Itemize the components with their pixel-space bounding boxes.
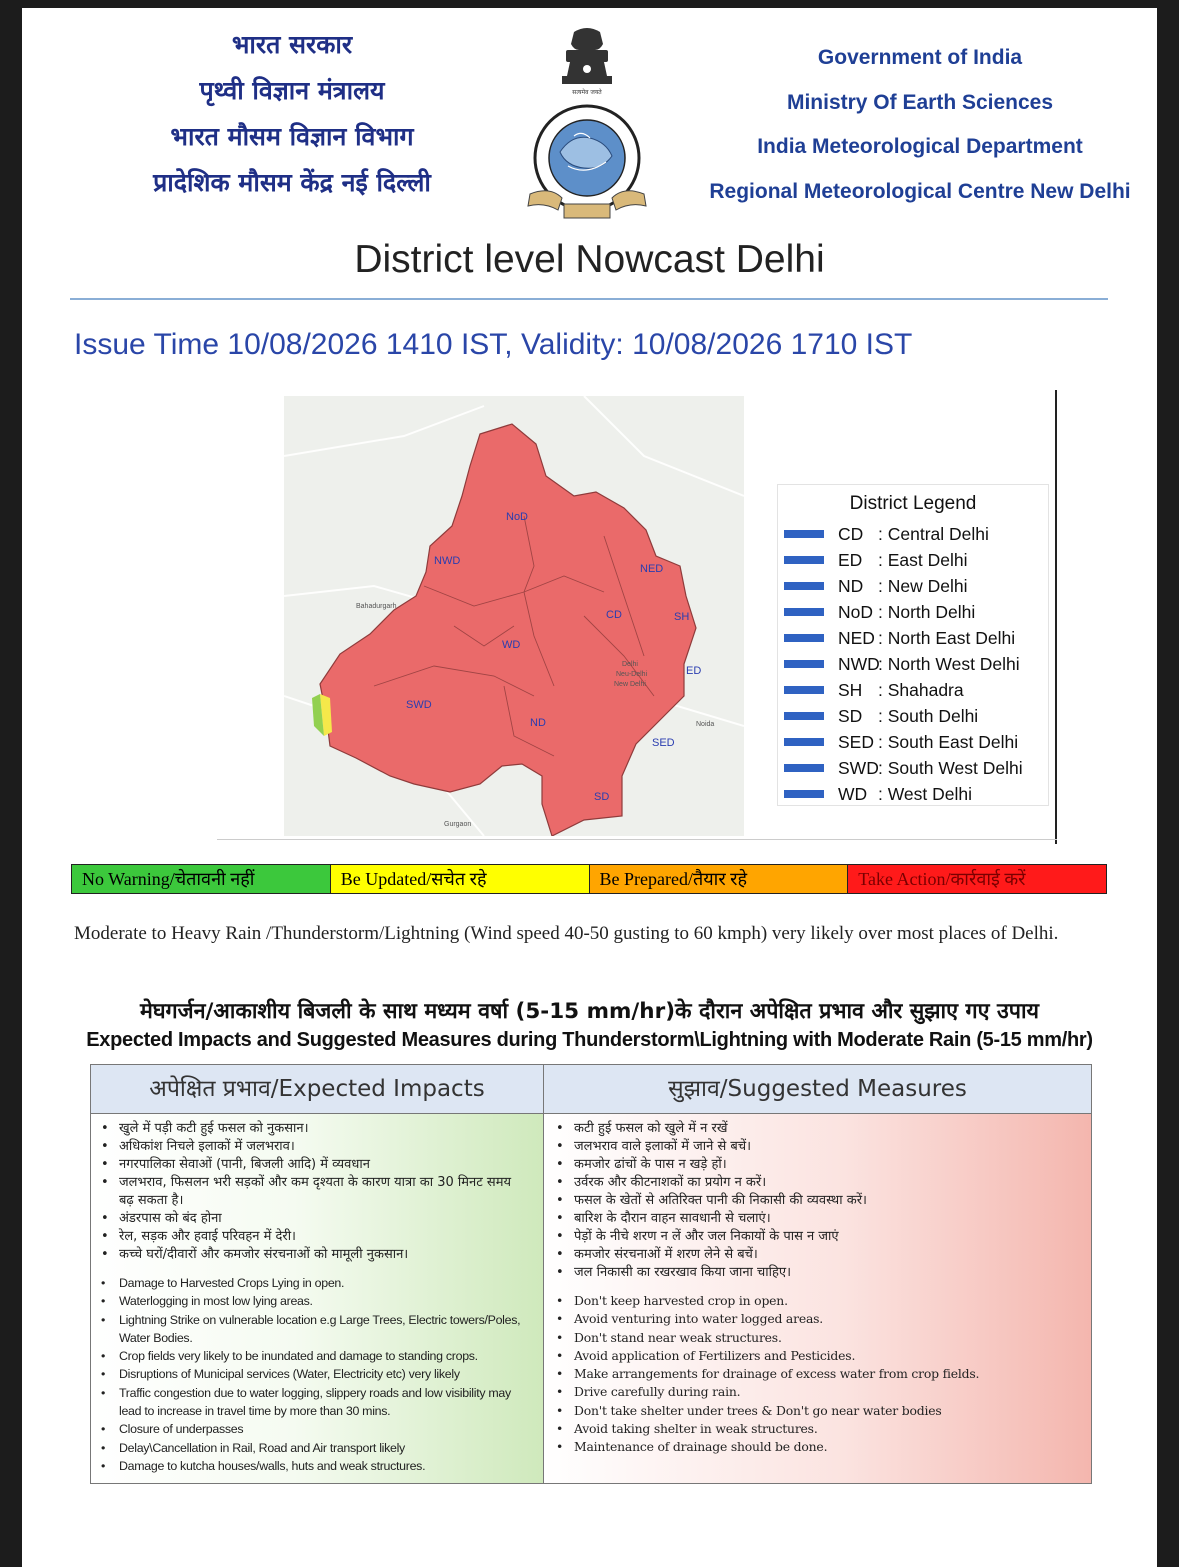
legend-name: : South Delhi [878,705,979,726]
forecast-description: Moderate to Heavy Rain /Thunderstorm/Lightning (Wind speed 40-50 gusting to 60 kmph) very likely over most places of Delhi. [74,923,1059,944]
map-bottom-line [217,839,1057,840]
list-item: • फसल के खेतों से अतिरिक्त पानी की निकासी की व्यवस्था करें। [552,1192,1072,1210]
list-item: • Crop fields very likely to be inundated and damage to standing crops. [97,1347,527,1365]
list-item: • उर्वरक और कीटनाशकों का प्रयोग न करें। [552,1174,1072,1192]
legend-swatch [784,660,824,668]
impacts-hindi-list [97,1120,527,1264]
legend-code: NED [838,627,875,648]
hindi-header-line: प्रादेशिक मौसम केंद्र नई दिल्ली [153,168,431,197]
ashoka-emblem-icon [562,28,612,84]
hindi-header-line: पृथ्वी विज्ञान मंत्रालय [199,76,385,105]
map-label-ned: NED [640,563,664,575]
suggested-measures-header: सुझाव/Suggested Measures [544,1065,1091,1114]
english-header-line: Regional Meteorological Centre New Delhi [709,179,1131,203]
legend-code: SWD [838,757,879,778]
list-item: • Damage to Harvested Crops Lying in open. [97,1274,527,1292]
legend-swatch [784,790,824,798]
title-divider [70,298,1108,300]
legend-item [784,573,967,599]
legend-item [784,781,972,807]
legend-swatch [784,556,824,564]
legend-name: : Central Delhi [878,523,989,544]
district-legend [777,484,1049,806]
list-item: • पेड़ों के नीचे शरण न लें और जल निकायों के पास न जाएं [552,1228,1072,1246]
list-item: • जल निकासी का रखरखाव किया जाना चाहिए। [552,1264,1072,1282]
legend-name: : West Delhi [878,783,973,804]
list-item: • बारिश के दौरान वाहन सावधानी से चलाएं। [552,1210,1072,1228]
legend-item [784,755,1023,781]
hindi-header-line: भारत मौसम विज्ञान विभाग [170,122,414,151]
impacts-heading-english: Expected Impacts and Suggested Measures during Thunderstorm\Lightning with Moderate Rain (5-15 mm/hr) [86,1029,1093,1051]
expected-impacts-column [91,1114,544,1483]
map-place-bahadurgarh: Bahadurgarh [356,603,397,610]
map-place-new-delhi: New Delhi [614,681,646,688]
legend-code: SED [838,731,874,752]
map-label-nd: ND [530,717,546,729]
suggested-measures-column [544,1114,1091,1483]
map-divider-line [1055,390,1057,844]
list-item: • Avoid venturing into water logged areas. [552,1310,1072,1328]
list-item: • Damage to kutcha houses/walls, huts and weak structures. [97,1457,527,1475]
list-item: • Closure of underpasses [97,1420,527,1438]
hindi-header [82,22,502,206]
legend-swatch [784,738,824,746]
legend-code: ND [838,575,864,596]
english-header [690,36,1150,214]
map-place-delhi: Delhi [622,661,638,668]
list-item: • Delay\Cancellation in Rail, Road and Air transport likely [97,1439,527,1457]
legend-swatch [784,582,824,590]
list-item: • Waterlogging in most low lying areas. [97,1292,527,1310]
list-item: • अंडरपास को बंद होना [97,1210,527,1228]
english-header-line: Government of India [817,46,1023,69]
map-label-wd: WD [502,639,521,651]
impacts-english-list [97,1274,527,1475]
warning-take-action: Take Action/कार्रवाई करें [848,865,1106,893]
legend-name: : East Delhi [878,549,968,570]
legend-name: : New Delhi [878,575,968,596]
legend-name: : Shahadra [878,679,964,700]
map-label-swd: SWD [406,699,432,711]
legend-swatch [784,608,824,616]
list-item: • Maintenance of drainage should be done. [552,1438,1072,1456]
svg-text:सत्यमेव जयते: सत्यमेव जयते [572,89,602,96]
warning-scale-bar [71,864,1107,894]
impacts-heading-hindi: मेघगर्जन/आकाशीय बिजली के साथ मध्यम वर्षा (5-15 mm/hr)के दौरान अपेक्षित प्रभाव और सुझाए गए उपाय [139,999,1040,1024]
legend-code: ED [838,549,863,570]
measures-english-list [552,1292,1072,1457]
list-item: • कटी हुई फसल को खुले में न रखें [552,1120,1072,1138]
legend-item [784,625,1015,651]
legend-swatch [784,764,824,772]
legend-item [784,651,1020,677]
map-label-nod: NoD [506,511,529,523]
legend-code: CD [838,523,864,544]
legend-name: : South West Delhi [878,757,1023,778]
list-item: • Don't keep harvested crop in open. [552,1292,1072,1310]
list-item: • जलभराव, फिसलन भरी सड़कों और कम दृश्यता के कारण यात्रा का 30 मिनट समय बढ़ सकता है। [97,1174,527,1210]
warning-be-updated: Be Updated/सचेत रहे [331,865,590,893]
list-item: • Avoid taking shelter in weak structures. [552,1420,1072,1438]
english-header-line: Ministry Of Earth Sciences [786,90,1054,114]
map-place-neu-delhi: Neu-Delhi [616,671,648,678]
list-item: • Don't take shelter under trees & Don't go near water bodies [552,1402,1072,1420]
legend-item [784,729,1018,755]
warning-be-prepared: Be Prepared/तैयार रहे [590,865,849,893]
bulletin-page [22,8,1157,1567]
measures-hindi-list [552,1120,1072,1282]
issue-time-line: Issue Time 10/08/2026 1410 IST, Validity: 10/08/2026 1710 IST [74,328,913,361]
legend-item [784,677,964,703]
legend-swatch [784,686,824,694]
map-label-cd: CD [606,609,622,621]
legend-name: : North West Delhi [878,653,1020,674]
list-item: • Traffic congestion due to water logging, slippery roads and low visibility may lead to increase in travel time by more than 30 mins. [97,1384,527,1421]
map-place-gurgaon: Gurgaon [444,821,472,828]
list-item: • Avoid application of Fertilizers and Pesticides. [552,1347,1072,1365]
legend-code: NWD [838,653,880,674]
legend-code: NoD [838,601,874,622]
map-label-sed: SED [652,737,675,749]
legend-swatch [784,712,824,720]
legend-code: SD [838,705,863,726]
legend-name: : North East Delhi [878,627,1016,648]
map-label-ed: ED [686,665,702,677]
list-item: • रेल, सड़क और हवाई परिवहन में देरी। [97,1228,527,1246]
list-item: • खुले में पड़ी कटी हुई फसल को नुकसान। [97,1120,527,1138]
legend-name: : South East Delhi [878,731,1019,752]
map-place-noida: Noida [696,721,715,728]
page-title: District level Nowcast Delhi [354,238,825,281]
map-label-nwd: NWD [434,555,461,567]
legend-item [784,547,967,573]
english-header-line: India Meteorological Department [757,135,1083,158]
list-item: • नगरपालिका सेवाओं (पानी, बिजली आदि) में व्यवधान [97,1156,527,1174]
list-item: • अधिकांश निचले इलाकों में जलभराव। [97,1138,527,1156]
legend-title: District Legend [849,493,977,514]
district-map [284,396,744,836]
list-item: • Make arrangements for drainage of excess water from crop fields. [552,1365,1072,1383]
legend-item [784,703,978,729]
list-item: • Don't stand near weak structures. [552,1329,1072,1347]
legend-item [784,599,975,625]
imd-emblem-logo [524,26,650,222]
list-item: • Lightning Strike on vulnerable location e.g Large Trees, Electric towers/Poles, Water Bodies. [97,1311,527,1348]
list-item: • कच्चे घरों/दीवारों और कमजोर संरचनाओं को मामूली नुकसान। [97,1246,527,1264]
legend-code: SH [838,679,863,700]
warning-no-warning: No Warning/चेतावनी नहीं [72,865,331,893]
impacts-measures-table [90,1064,1092,1484]
map-label-sh: SH [674,611,690,623]
list-item: • जलभराव वाले इलाकों में जाने से बचें। [552,1138,1072,1156]
list-item: • कमजोर संरचनाओं में शरण लेने से बचें। [552,1246,1072,1264]
hindi-header-line: भारत सरकार [231,30,353,59]
list-item: • Disruptions of Municipal services (Water, Electricity etc) very likely [97,1365,527,1383]
legend-item [784,521,989,547]
legend-swatch [784,634,824,642]
legend-code: WD [838,783,868,804]
map-label-sd: SD [594,791,610,803]
list-item: • Drive carefully during rain. [552,1383,1072,1401]
list-item: • कमजोर ढांचों के पास न खड़े हों। [552,1156,1072,1174]
legend-swatch [784,530,824,538]
expected-impacts-header: अपेक्षित प्रभाव/Expected Impacts [91,1065,544,1114]
legend-name: : North Delhi [878,601,976,622]
